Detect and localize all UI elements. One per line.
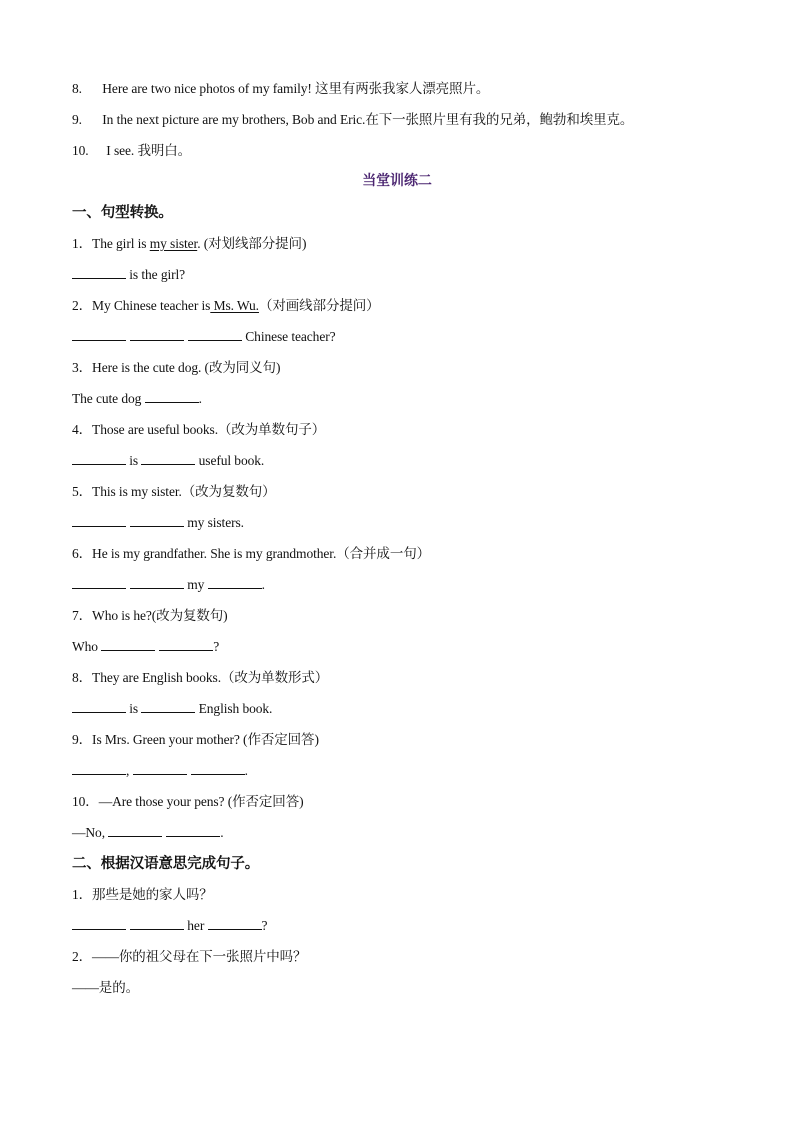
answer-blank[interactable] <box>72 917 126 930</box>
answer-blank[interactable] <box>130 917 184 930</box>
answer-text: is <box>126 701 142 716</box>
question-8-prompt: 8．They are English books.（改为单数形式） <box>72 670 329 685</box>
item-9 <box>72 109 722 140</box>
question-3-prompt: 3．Here is the cute dog. (改为同义句) <box>72 360 281 375</box>
answer-text: English book. <box>195 701 273 716</box>
answer-text: ? <box>213 639 220 654</box>
prompt-instruction: . (对划线部分提问) <box>197 236 307 251</box>
answer-blank[interactable] <box>166 824 220 837</box>
part1-heading: 一、句型转换。 <box>72 205 173 221</box>
answer-text: The cute dog <box>72 391 145 406</box>
worksheet-page <box>72 78 722 1008</box>
answer-text: Chinese teacher? <box>242 329 336 344</box>
prompt-instruction: （对画线部分提问） <box>258 298 380 313</box>
answer-blank[interactable] <box>141 700 195 713</box>
question-5-prompt: 5．This is my sister.（改为复数句） <box>72 484 276 499</box>
prompt-text: 1．The girl is <box>72 236 150 251</box>
part2-heading: 二、根据汉语意思完成句子。 <box>72 856 260 872</box>
answer-blank[interactable] <box>133 762 187 775</box>
question-7-prompt: 7．Who is he?(改为复数句) <box>72 608 228 623</box>
answer-blank[interactable] <box>208 917 262 930</box>
answer-blank[interactable] <box>145 390 199 403</box>
answer-blank[interactable] <box>108 824 162 837</box>
item-text: In the next picture are my brothers, Bob and Eric.在下一张照片里有我的兄弟，鲍勃和埃里克。 <box>102 112 634 127</box>
answer-text: , <box>126 763 133 778</box>
answer-blank[interactable] <box>208 576 262 589</box>
answer-text: my <box>184 577 208 592</box>
answer-blank[interactable] <box>130 576 184 589</box>
question-9-answer <box>72 760 722 791</box>
answer-text: her <box>184 918 208 933</box>
question-4-answer <box>72 450 722 481</box>
answer-blank[interactable] <box>72 576 126 589</box>
answer-text: . <box>261 577 265 592</box>
question-10-answer <box>72 822 722 853</box>
question-2-prompt <box>72 295 722 326</box>
question-9-prompt: 9．Is Mrs. Green your mother? (作否定回答) <box>72 732 319 747</box>
answer-text: is <box>126 453 142 468</box>
item-number: 9. <box>72 112 82 127</box>
answer-blank[interactable] <box>159 638 213 651</box>
answer-text: . <box>198 391 202 406</box>
answer-text: ? <box>261 918 268 933</box>
answer-blank[interactable] <box>72 266 126 279</box>
answer-blank[interactable] <box>72 328 126 341</box>
underlined-phrase: Ms. Wu. <box>210 298 259 313</box>
answer-blank[interactable] <box>188 328 242 341</box>
item-8 <box>72 78 722 109</box>
section-title: 当堂训练二 <box>362 174 432 189</box>
underlined-phrase: my sister <box>149 236 198 251</box>
answer-text: useful book. <box>195 453 265 468</box>
prompt-text: 2．My Chinese teacher is <box>72 298 211 313</box>
item-number: 8. <box>72 81 82 96</box>
question-5-answer <box>72 512 722 543</box>
question-10-prompt: 10．—Are those your pens? (作否定回答) <box>72 794 304 809</box>
answer-blank[interactable] <box>130 328 184 341</box>
question-8-answer <box>72 698 722 729</box>
answer-blank[interactable] <box>72 762 126 775</box>
answer-text: Who <box>72 639 102 654</box>
item-text: I see. 我明白。 <box>106 143 192 158</box>
question-1-answer <box>72 264 722 295</box>
item-10 <box>72 140 722 171</box>
answer-blank[interactable] <box>72 514 126 527</box>
answer-blank[interactable] <box>72 700 126 713</box>
answer-blank[interactable] <box>101 638 155 651</box>
answer-blank[interactable] <box>141 452 195 465</box>
question-2-answer <box>72 326 722 357</box>
answer-blank[interactable] <box>191 762 245 775</box>
question-1-prompt <box>72 233 722 264</box>
item-text: Here are two nice photos of my family! 这里有两张我家人漂亮照片。 <box>102 81 490 96</box>
question-7-answer <box>72 636 722 667</box>
answer-text: . <box>220 825 224 840</box>
part2-question-1-prompt: 1．那些是她的家人吗？ <box>72 887 213 902</box>
answer-text: —No, <box>72 825 109 840</box>
answer-blank[interactable] <box>130 514 184 527</box>
question-4-prompt: 4．Those are useful books.（改为单数句子） <box>72 422 326 437</box>
part2-question-2-prompt: 2．——你的祖父母在下一张照片中吗？ <box>72 949 307 964</box>
part2-question-1-answer <box>72 915 722 946</box>
answer-text: my sisters. <box>184 515 244 530</box>
answer-blank[interactable] <box>72 452 126 465</box>
answer-text: is the girl? <box>126 267 186 282</box>
question-3-answer <box>72 388 722 419</box>
question-6-answer <box>72 574 722 605</box>
item-number: 10. <box>72 143 89 158</box>
part2-question-2-answer: ——是的。 <box>72 980 139 995</box>
answer-text: . <box>244 763 248 778</box>
question-6-prompt: 6．He is my grandfather. She is my grandmother.（合并成一句） <box>72 546 431 561</box>
